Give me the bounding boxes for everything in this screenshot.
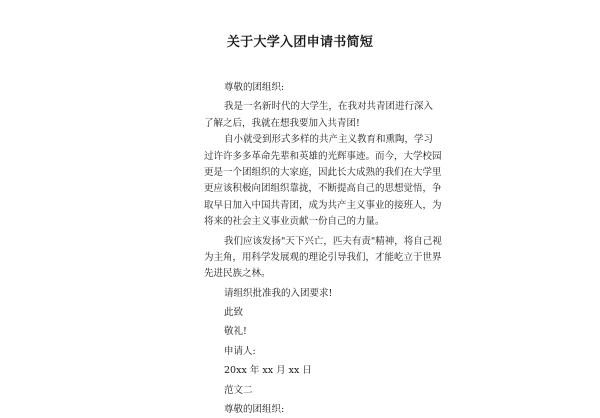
paragraph-line: 更是一个团组织的大家庭，因此长大成熟的我们在大学里 [204,166,442,178]
paragraph-line: 将来的社会主义事业贡献一份自己的力量。 [204,216,385,228]
paragraph-2 [204,132,442,230]
paragraph-line: 更应该积极向团组织靠拢，不断提高自己的思想觉悟，争 [204,183,442,195]
greeting-2: 尊敬的团组织: [224,404,285,416]
paragraph-line: 为主角，用科学发展观的理论引导我们，才能屹立于世界 [204,251,442,263]
closing-cizhi: 此致 [224,307,244,319]
greeting: 尊敬的团组织: [224,82,285,93]
paragraph-line: 了解之后，我就在想我要加入共青团! [204,117,360,129]
closing-jingli: 敬礼! [224,326,247,338]
applicant-line: 申请人: [224,345,256,357]
paragraph-1 [204,99,434,132]
document-title: 关于大学入团申请书简短 [226,35,374,50]
paragraph-3 [204,234,442,283]
paragraph-line: 自小就受到形式多样的共产主义教育和熏陶，学习 [224,134,434,146]
letter-body [204,80,442,418]
paragraph-line: 我们应该发扬"天下兴亡，匹夫有责"精神，将自己视 [224,235,442,247]
sample-label: 范文二 [224,384,253,396]
paragraph-line: 过许许多多革命先辈和英雄的光辉事迹。而今，大学校园 [204,150,442,162]
paragraph-line: 我是一名新时代的大学生，在我对共青团进行深入 [224,101,434,113]
paragraph-line: 先进民族之林。 [204,268,271,280]
paragraph-line: 取早日加入中国共青团，成为共产主义事业的接班人，为 [204,199,442,211]
date-line: 20xx 年 xx 月 xx 日 [224,365,312,377]
request-line: 请组织批准我的入团要求! [224,287,333,299]
